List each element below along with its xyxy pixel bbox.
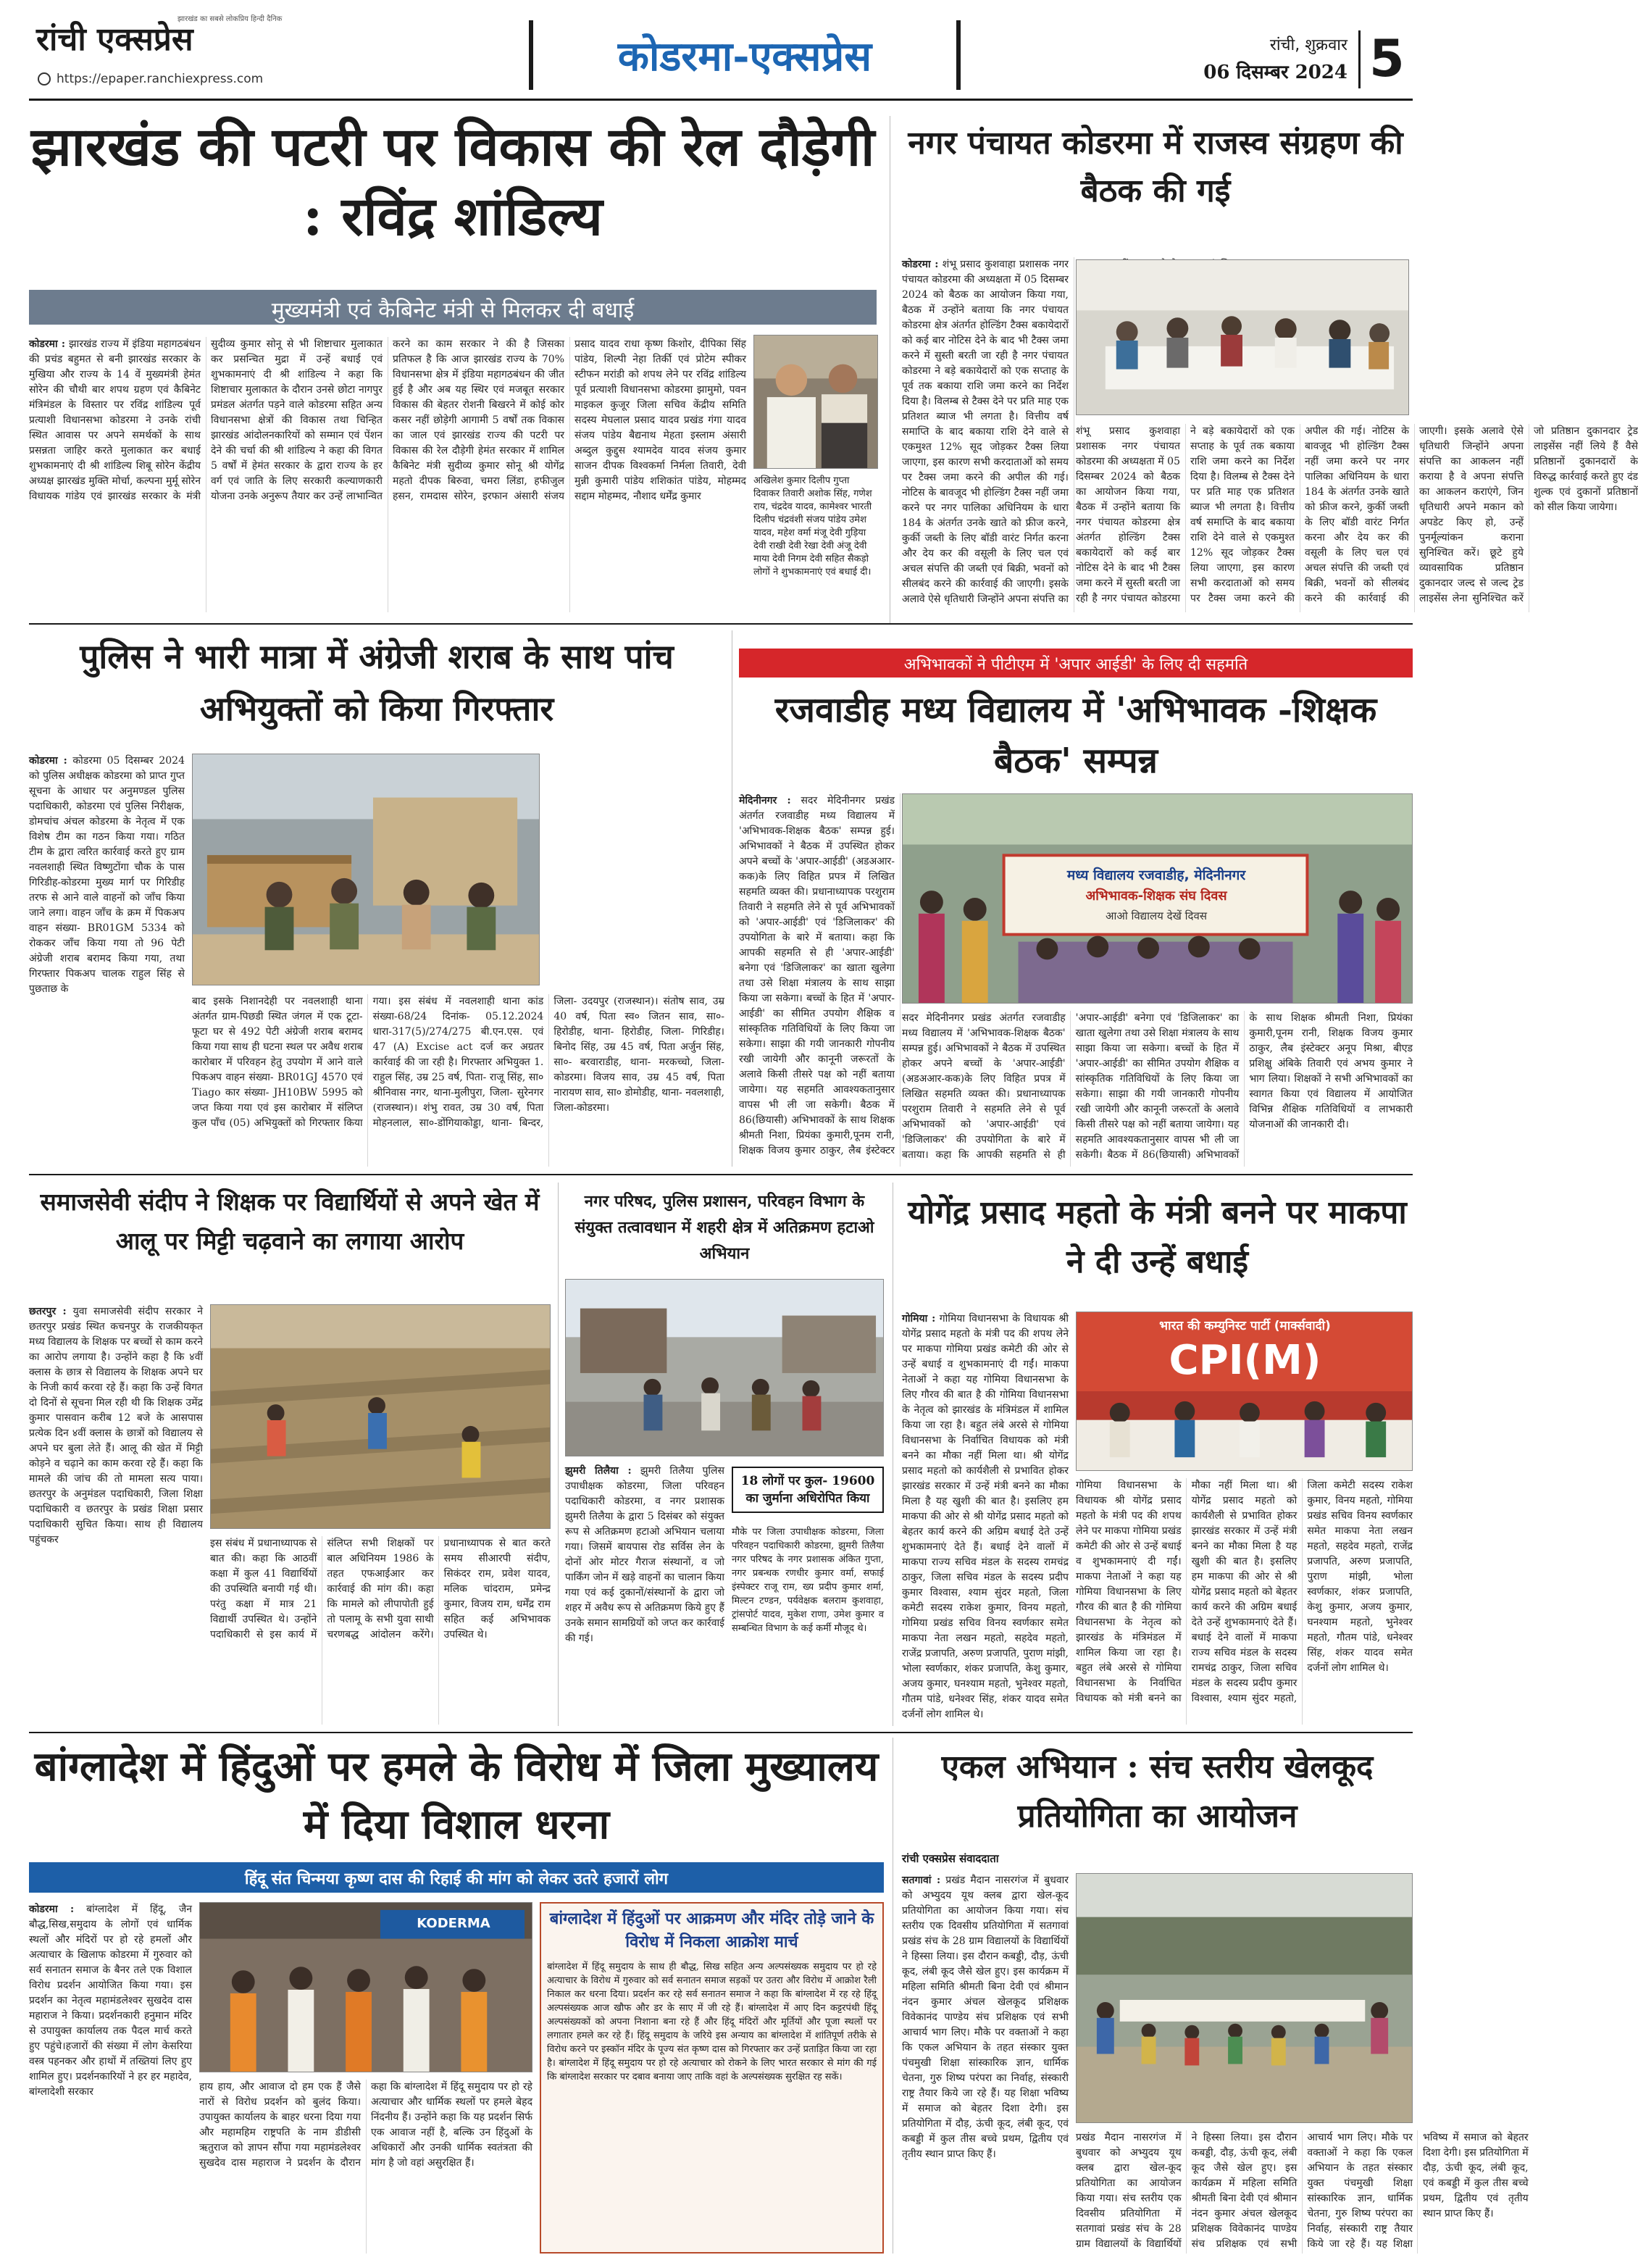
col-divider-low-1 <box>558 1183 559 1726</box>
story8-headline: बांग्लादेश में हिंदुओं पर हमले के विरोध में जिला मुख्यालय में दिया विशाल धरना <box>34 1743 879 1848</box>
story10-photo <box>1076 1873 1413 2123</box>
story5-body-right <box>210 1536 551 1725</box>
story8-body-mid <box>199 2080 532 2254</box>
story7-headline: योगेंद्र प्रसाद महतो के मंत्री बनने पर माकपा ने दी उन्हें बधाई <box>908 1194 1407 1280</box>
story4-headline: रजवाडीह मध्य विद्यालय में 'अभिभावक -शिक्षक बैठक' सम्पन्न <box>774 690 1377 781</box>
story5-headline: समाजसेवी संदीप ने शिक्षक पर विद्यार्थियों से अपने खेत में आलू पर मिट्टी चढ़वाने का लगाया आरोप <box>40 1188 540 1255</box>
story4-banner-line1: मध्य विद्यालय रजवाडीह, मेदिनीनगर <box>1066 867 1246 883</box>
story4-dateline: मेदिनीनगर : <box>739 795 791 806</box>
story2-body-b <box>1076 424 1638 612</box>
story7-banner-text: भारत की कम्युनिस्ट पार्टी (मार्क्सवादी) <box>1159 1319 1331 1333</box>
story7-body-b <box>1076 1478 1413 1725</box>
date-line: रांची, शुक्रवार <box>1269 36 1347 54</box>
story8-body-left <box>29 1902 192 2254</box>
story10-byline: रांची एक्सप्रेस संवाददाता <box>902 1852 999 1865</box>
story1-dateline: कोडरमा : <box>29 338 66 350</box>
story9-body-text: बांग्लादेश में हिंदू समुदाय के साथ ही बौद्ध, सिख सहित अन्य अल्पसंख्यक समुदाय पर हो रहे अत्याचार के विरोध में गुरुवार को सर्व सनातन समाज सड़कों पर उतरा और विरोध में आक्रोश रैली निकाल कर धरना दिया। प्रदर्शन कर रहे सर्व सनातन समाज ने कहा कि बांग्लादेश में रह रहे हिंदू अल्पसंख्यक आज खौफ और डर के साए में जी रहे हैं। बांग्लादेश में आए दिन कट्टरपंथी हिंदू अल्पसंख्यकों को अपना निशाना बना रहे हैं और हिंदू मंदिरों और मूर्तियों और पूजा स्थलों पर लगातार हमले कर रहे हैं। हिंदू समुदाय के जरिये इस अन्याय का बांग्लादेश में शांतिपूर्ण तरीके से विरोध करने पर इस्कॉन मंदिर के पूज्य संत कृष्ण दास को गिरफ्तार कर उन्हें प्रताड़ित किया जा रहा है। बांग्लादेश में हिंदू समुदाय पर हो रहे अत्याचार को रोकने के लिए भारत सरकार से मांग की गई कि बांग्लादेश सरकार पर दबाव बनाया जाए ताकि वहां के अल्पसंख्यक सुरक्षित रह सकें। <box>547 1961 877 2083</box>
story8-banner-text: KODERMA <box>417 1916 490 1931</box>
story8-dateline: कोडरमा : <box>29 1904 75 1915</box>
story2-dateline: कोडरमा : <box>902 259 939 270</box>
story9-body <box>547 1960 877 2246</box>
story6-headline: नगर परिषद, पुलिस प्रशासन, परिवहन विभाग के संयुक्त तत्वावधान में शहरी क्षेत्र में अतिक्रमण हटाओ अभियान <box>574 1192 874 1263</box>
story4-body-text-cont: सदर मेदिनीनगर प्रखंड अंतर्गत रजवाडीह मध्य विद्यालय में 'अभिभावक-शिक्षक बैठक' सम्पन्न हुई। अभिभावकों ने बैठक में उपस्थित होकर अपने बच्चों के 'अपार-आईडी' (अडअआर-कक)के लिए विहित प्रपत्र में लिखित सहमति व्यक्त की। प्रधानाध्यापक परशुराम तिवारी ने सहमति लेने से पूर्व अभिभावकों को 'अपार-आईडी' एवं 'डिजिलाकर' की उपयोगिता के बारे में बताया। कहा कि आपकी सहमति से ही 'अपार-आईडी' बनेगा एवं 'डिजिलाकर' का खाता खुलेगा तथा उसे शिक्षा मंत्रालय के साथ साझा किया जा सकेगा। बच्चों के हित में 'अपार-आईडी' का सीमित उपयोग शैक्षिक व सांस्कृतिक गतिविधियों के लिए किया जा सकेगा। साझा की गयी जानकारी गोपनीय रखी जायेगी और कानूनी जरूरतों के अलावे किसी तीसरे पक्ष को नहीं बताया जायेगा। यह सहमति आवश्यकतानुसार वापस भी ली जा सकेगी। बैठक में 86(छियासी) अभिभावकों के साथ शिक्षक श्रीमती निशा, प्रियंका कुमारी,पूनम रानी, शिक्षक विजय कुमार ठाकुर, लैब इंस्टेक्टर अनूप मिश्रा, बीएड प्रशिक्षु अंबिके तिवारी एवं अभय कुमार ने भाग लिया। शिक्षकों ने सभी अभिभावकों का स्वागत किया एवं विद्यालय में आयोजित विभिन्न शैक्षिक गतिविधियों व लाभकारी योजनाओं की जानकारी दी। <box>902 1012 1413 1161</box>
page-number: 5 <box>1369 29 1405 88</box>
story10-headline-text: एकल अभियान : संच स्तरीय खेलकूद प्रतियोगिता का आयोजन <box>941 1748 1374 1835</box>
story5-body-left-text: युवा समाजसेवी संदीप सरकार ने छतरपुर प्रखंड स्थित कचनपुर के राजकीयकृत मध्य विद्यालय के शिक्षक पर बच्चों से काम करने का आरोप लगाया है। उन्होंने कहा है कि ४वीं क्लास के छात्र से विद्यालय के शिक्षक अपने घर के निजी कार्य करवा रहे हैं। कहा कि उन्हें विगत दो दिनों से सूचना मिल रही थी कि शिक्षक उमेंद्र कुमार पासवान करीब 12 बजे के आसपास प्रत्येक दिन ४वीं क्लास के छात्रों को विद्यालय से अपने घर बुला लेते हैं। आलू की खेत में मिट्टी कोड़ने व चढ़ाने का काम करवा रहे हैं। कहा कि मामले की जांच की तो मामला सत्य पाया। छतरपुर के अनुमंडल पदाधिकारी, जिला शिक्षा पदाधिकारी व छतरपुर के प्रखंड शिक्षा प्रसार पदाधिकारी सुचित किया। साथ ही विद्यालय पहुंचकर <box>29 1306 203 1546</box>
story3-body-left-text: कोडरमा 05 दिसम्बर 2024 को पुलिस अधीक्षक कोडरमा को प्राप्त गुप्त सूचना के आधार पर अनुमण्डल पुलिस पदाधिकारी, कोडरमा एवं पुलिस निरीक्षक, डोमचांच अंचल कोडरमा के नेतृत्व में एक विशेष टीम का गठन किया गया। गठित टीम के द्वारा त्वरित कार्रवाई करते हुए ग्राम नवलशाही स्थित विष्णुटोंगा चौक के पास गिरिडीह-कोडरमा मुख्य मार्ग पर गिरिडीह तरफ से आने वाले वाहनों को जाँच किया जाने लगा। वाहन जाँच के क्रम में पिकअप वाहन संख्या- BR01GM 5334 को रोककर जाँच किया गया तो 96 पेटी अंग्रेजी शराब बरामद किया गया, तथा गिरफ्तार पिकअप चालक राहुल सिंह से पुछताछ के <box>29 755 185 995</box>
story6-body <box>565 1464 724 1725</box>
story6-pullquote: 18 लोगों पर कुल- 19600 का जुर्माना अधिरोपित किया <box>732 1467 884 1513</box>
story1-photo <box>753 335 878 469</box>
story10-body-text-cont: प्रखंड मैदान नासरगंज में बुधवार को अभ्युदय यूथ क्लब द्वारा खेल-कूद प्रतियोगिता का आयोजन किया गया। संच स्तरीय एक दिवसीय प्रतियोगिता में सतगावां प्रखंड संच के 28 ग्राम विद्यालयों के विद्यार्थियों ने हिस्सा लिया। इस दौरान कबड्डी, दौड़, ऊंची कूद, लंबी कूद जैसे खेल हुए। इस कार्यक्रम में महिला समिति श्रीमती बिना देवी एवं श्रीमान नंदन कुमार अंचल खेलकूद प्रशिक्षक विवेकानंद पाण्डेय संच प्रशिक्षक एवं सभी आचार्य भाग लिए। मौके पर वक्ताओं ने कहा कि एकल अभियान के तहत संस्कार युक्त पंचमुखी शिक्षा सांस्कारिक ज्ञान, धार्मिक चेतना, गुरु शिष्य परंपरा का निर्वाह, संस्कारी राष्ट्र तैयार किये जा रहे हैं। यह शिक्षा भविष्य में समाज को बेहतर दिशा देगी। इस प्रतियोगिता में दौड़, ऊंची कूद, लंबी कूद, एवं कबड्डी में कुल तीस बच्चे प्रथम, द्वितीय एवं तृतीय स्थान प्राप्त किए हैं। <box>1076 2132 1529 2250</box>
story1-headline: झारखंड की पटरी पर विकास की रेल दौड़ेगी : रविंद्र शांडिल्य <box>30 116 875 248</box>
site-url[interactable]: https://epaper.ranchiexpress.com <box>57 72 264 86</box>
story5-photo <box>210 1304 551 1529</box>
story1-photo-caption: अखिलेश कुमार दिलीप गुप्ता दिवाकर तिवारी अशोक सिंह, गणेश राय, चंद्रदेव यादव, कामेश्वर भारती दिलीप चंद्रवंशी संजय पांडेय उमेश यादव, महेश वर्मा मंजू देवी गुड़िया देवी राखी देवी रेखा देवी अंजू देवी माया देवी निगम देवी सहित सैकड़ो लोगों ने शुभकामनाएं एवं बधाई दी। <box>753 475 872 578</box>
story6-dateline: झुमरी तिलैया : <box>565 1465 632 1477</box>
story2-body-text: शंभू प्रसाद कुशवाहा प्रशासक नगर पंचायत कोडरमा की अध्यक्षता में 05 दिसम्बर 2024 को बैठक का आयोजन किया गया, बैठक में उन्होंने बताया कि नगर पंचायत कोडरमा क्षेत्र अंतर्गत होल्डिंग टैक्स बकायेदारों को कई बार नोटिस देने के बाद भी टैक्स जमा करने में सुस्ती बरती जा रही है नगर पंचायत कोडरमा ने बड़े बकायेदारों को एक सप्ताह के पूर्व तक बकाया राशि जमा करने का निर्देश दिया है। विलम्ब से टैक्स देने पर प्रति माह एक प्रतिशत ब्याज भी लगता है। वित्तीय वर्ष समाप्ति के बाद बकाया राशि देने वाले से एकमुश्त 12% सूद जोड़कर टैक्स लिया जाएगा, इस कारण सभी करदाताओं को समय पर टैक्स जमा करने की अपील की गई। नोटिस के बावजूद भी होल्डिंग टैक्स नहीं जमा करने पर नगर पालिका अधिनियम के धारा 184 के अंतर्गत उनके खाते को फ्रीज करने, कुर्की जब्ती के लिए बॉडी वारंट निर्गत करना और देय कर की वसूली के लिए चल एवं अचल संपत्ति की जब्ती एवं बिक्री, भवनों को सीलबंद करने की कार्रवाई की जाएगी। इसके अलावे ऐसे धृतिधारी जिन्होंने अपना संपत्ति का <box>902 259 1069 605</box>
page-divider <box>1358 30 1361 88</box>
rule-1 <box>29 623 1413 625</box>
story3-body-right-text: बाद इसके निशानदेही पर नवलशाही थाना अंतर्गत ग्राम-पिछडी स्थित जंगल में एक टूटा-फूटा घर से 492 पेटी अंग्रेजी शराब बरामद किया गया साथ ही घटना स्थल पर अवैध शराब कारोबार में परिवहन हेतु उपयोग में आने वाले पिकअप वाहन संख्या- BR01GJ 4570 एवं Tiago कार संख्या- JH10BW 5995 को जप्त किया गया एवं इस कारोबार में संलिप्त कुल पाँच (05) अभियुक्तों को गिरफ्तार किया गया। इस संबंध में नवलशाही थाना कांड संख्या-68/24 दिनांक- 05.12.2024 धारा-317(5)/274/275 बी.एन.एस. एवं 47 (A) Excise act दर्ज कर अग्रतर कार्रवाई की जा रही है। गिरफ्तार अभियुक्त 1. राहुल सिंह, उम्र 25 वर्ष, पिता- राजू सिंह, सा० श्रीनिवास नगर, थाना-मुलीपुरा, जिला- सुरेनगर (राजस्थान)। शंभु रावत, उम्र 30 वर्ष, पिता मोहनलाल, सा०-डोंगियाकोड्डा, थाना- बिन्दर, जिला- उदयपुर (राजस्थान)। संतोष साव, उम्र 40 वर्ष, पिता स्व० जितन साव, सा०- हिरोडीह, थाना- हिरोडीह, जिला- गिरिडीह। बिनोद सिंह, उम्र 45 वर्ष, पिता अर्जुन सिंह, सा०- बरवाराडीह, थाना- मरकच्चो, जिला-कोडरमा। विजय साव, उम्र 45 वर्ष, पिता नारायण साव, सा० डोमोडीह, थाना- नवलशाही, जिला-कोडरमा। <box>192 996 724 1129</box>
story8-subhead: हिंदू संत चिन्मया कृष्ण दास की रिहाई की मांग को लेकर उतरे हजारों लोग <box>244 1869 669 1888</box>
paper-name: रांची एक्सप्रेस <box>36 21 193 58</box>
story4-banner-line3: आओ विद्यालय देखें दिवस <box>1106 909 1207 922</box>
story4-body-b <box>902 1011 1413 1167</box>
story6-body2 <box>732 1525 884 1725</box>
story1-body-text: झारखंड राज्य में इंडिया महागठबंधन की प्रचंड बहुमत से बनी झारखंड सरकार के मुखिया और राज्य के 14 वें मुख्यमंत्री हेमंत सोरेन की चौथी बार शपथ ग्रहण एवं कैबिनेट मंत्रिमंडल के विस्तार पर रविंद्र शांडिल्य पूर्व प्रत्याशी विधानसभा कोडरमा ने उनके रांची स्थित आवास पर अपने समर्थकों के साथ प्रसन्नता जाहिर करते मुलाकात कर बधाई शुभकामनाएं दी श्री शांडिल्य शिबू सोरेन केंद्रीय अध्यक्ष झारखंड मुक्ति मोर्चा, कल्पना मुर्मू सोरेन विधायक गांडेय एवं झारखंड सरकार के मंत्री सुदीव्य कुमार सोनू से भी शिष्टाचार मुलाकात कर प्रसन्चित मुद्रा में उन्हें बधाई एवं शुभकामनाएं दी श्री शांडिल्य ने कहा कि शिष्टाचार मुलाकात के दौरान उनसे छोटा नागपुर प्रमंडल अंतर्गत पड़ने वाले कोडरमा सहित अन्य विधानसभा क्षेत्रों की विकास तथा चिन्हित झारखंड आंदोलनकारियों को सम्मान एवं पेंशन देने की चर्चा की श्री शांडिल्य ने कहा की विगत 5 वर्षों में हेमंत सरकार के द्वारा राज्य के हर वर्ग एवं जाति के लिए सरकारी कल्याणकारी योजना उनके अनुरूप तैयार कर उन्हें लाभान्वित करने का काम सरकार ने की है जिसका प्रतिफल है कि आज झारखंड राज्य के 70% विधानसभा क्षेत्र में इंडिया महागठबंधन की जीत हुई है और अब यह स्थिर एवं मजबूत सरकार विकास की बेहतर रोशनी बिखरने में कोई कोर कसर नहीं छोड़ेगी आगामी 5 वर्षों तक विकास का जाल एवं झारखंड राज्य की पटरी पर विकास की रेल दौड़ेगी हेमंत सरकार में शामिल कैबिनेट मंत्री सुदीव्य कुमार सोनू श्री योगेंद्र महतो दीपक बिरुवा, चमरा लिंडा, हफीजुल हसन, रामदास सोरेन, इरफान अंसारी संजय प्रसाद यादव राधा कृष्ण किशोर, दीपिका सिंह पांडेय, शिल्पी नेहा तिर्की एवं प्रोटेम स्पीकर स्टीफन मरांडी को शपथ लेने पर रविंद्र शांडिल्य पूर्व प्रत्याशी विधानसभा कोडरमा झामुमो, पवन माइकल कुजूर जिला सचिव केंद्रीय समिति सदस्य मेघलाल प्रसाद यादव प्रखंड गंगा यादव संजय पांडेय बैद्यनाथ मेहता इस्लाम अंसारी अब्दुल कुद्दुस श्यामदेव यादव संजय कुमार साजन दीपक विश्वकर्मा निर्मला तिवारी, देवी मुन्नी कुमारी पांडेय शशिकांत पांडेय, मोहम्मद सद्दाम मोहम्मद, नौशाद धर्मेंद्र कुमार <box>29 338 746 502</box>
rule-2 <box>29 1174 1413 1175</box>
story1-subhead: मुख्यमंत्री एवं कैबिनेट मंत्री से मिलकर दी बधाई <box>271 298 635 323</box>
story6-photo <box>565 1279 884 1456</box>
globe-icon <box>38 72 51 86</box>
story10-body-text: प्रखंड मैदान नासरगंज में बुधवार को अभ्युदय यूथ क्लब द्वारा खेल-कूद प्रतियोगिता का आयोजन किया गया। संच स्तरीय एक दिवसीय प्रतियोगिता में सतगावां प्रखंड संच के 28 ग्राम विद्यालयों के विद्यार्थियों ने हिस्सा लिया। इस दौरान कबड्डी, दौड़, ऊंची कूद, लंबी कूद जैसे खेल हुए। इस कार्यक्रम में महिला समिति श्रीमती बिना देवी एवं श्रीमान नंदन कुमार अंचल खेलकूद प्रशिक्षक विवेकानंद पाण्डेय संच प्रशिक्षक एवं सभी आचार्य भाग लिए। मौके पर वक्ताओं ने कहा कि एकल अभियान के तहत संस्कार युक्त पंचमुखी शिक्षा सांस्कारिक ज्ञान, धार्मिक चेतना, गुरु शिष्य परंपरा का निर्वाह, संस्कारी राष्ट्र तैयार किये जा रहे हैं। यह शिक्षा भविष्य में समाज को बेहतर दिशा देगी। इस प्रतियोगिता में दौड़, ऊंची कूद, लंबी कूद, एवं कबड्डी में कुल तीस बच्चे प्रथम, द्वितीय एवं तृतीय स्थान प्राप्त किए हैं। <box>902 1875 1069 2160</box>
story8-photo <box>199 1902 532 2072</box>
story3-photo <box>192 754 540 985</box>
story4-body-a <box>739 793 895 1167</box>
story7-body-text: गोमिया विधानसभा के विधायक श्री योगेंद्र प्रसाद महतो के मंत्री पद की शपथ लेने पर माकपा गोमिया प्रखंड कमेटी की ओर से उन्हें बधाई व शुभकामनाएं दी गईं। माकपा नेताओं ने कहा यह गोमिया विधानसभा के लिए गौरव की बात है की गोमिया विधानसभा के नेतृत्व को झारखंड के मंत्रिमंडल में शामिल किया जा रहा है। बहुत लंबे अरसे से गोमिया विधानसभा के निर्वाचित विधायक को मंत्री बनने का मौका नहीं मिला था। श्री योगेंद्र प्रसाद महतो को कार्यशैली से प्रभावित होकर झारखंड सरकार में उन्हें मंत्री बनने का मौका मिला है यह खुशी की बात है। इसलिए हम माकपा की ओर से श्री योगेंद्र प्रसाद महतो को बेहतर कार्य करने की अग्रिम बधाई देते उन्हें शुभकामनाएं देते हैं। बधाई देने वालों में माकपा राज्य सचिव मंडल के सदस्य रामचंद्र ठाकुर, जिला सचिव मंडल के सदस्य प्रदीप कुमार विश्वास, श्याम सुंदर महतो, जिला कमेटी सदस्य राकेश कुमार, विनय महतो, गोमिया प्रखंड सचिव विनय स्वर्णकार समेत माकपा नेता लखन महतो, सहदेव महतो, राजेंद्र प्रजापति, अरुण प्रजापति, पुराण मांझी, भोला स्वर्णकार, शंकर प्रजापति, केशु कुमार, अजय कुमार, घनश्याम महतो, भुनेश्वर महतो, गौतम पांडे, धनेश्वर सिंह, शंकर यादव समेत दर्जनों लोग शामिल थे। <box>902 1313 1069 1720</box>
story2-headline: नगर पंचायत कोडरमा में राजस्व संग्रहण की बैठक की गई <box>908 125 1403 209</box>
story3-dateline: कोडरमा : <box>29 755 67 767</box>
issue-date: 06 दिसम्बर 2024 <box>1203 62 1347 83</box>
story8-body-mid-text: हाय हाय, और आवाज दो हम एक हैं जैसे नारों से विरोध प्रदर्शन को बुलंद किया। उपायुक्त कार्यालय के बाहर धरना दिया गया और महामहिम राष्ट्रपति के नाम डीडीसी ऋतुराज को ज्ञापन सौंपा गया महामंडलेश्वर सुखदेव दास महाराज ने प्रदर्शन के दौरान कहा कि बांग्लादेश में हिंदू समुदाय पर हो रहे अत्याचार और धार्मिक स्थलों पर हमले बेहद निंदनीय हैं। उन्होंने कहा कि यह प्रदर्शन सिर्फ एक आवाज नहीं है, बल्कि उन हिंदुओं के अधिकारों और उनकी धार्मिक स्वतंत्रता की मांग है जो वहां असुरक्षित हैं। <box>199 2081 532 2169</box>
masthead <box>0 0 1439 101</box>
story3-headline: पुलिस ने भारी मात्रा में अंग्रेजी शराब के साथ पांच अभियुक्तों को किया गिरफ्तार <box>80 637 674 728</box>
story10-body-a <box>902 1873 1069 2254</box>
story6-body2-text: मौके पर जिला उपाधीक्षक कोडरमा, जिला परिवहन पदाधिकारी कोडरमा, झुमरी तिलैया नगर परिषद के नगर प्रशासक अंकित गुप्ता, नगर प्रबन्धक रणधीर कुमार वर्मा, सफाई इंस्पेक्टर राजू राम, ख्य प्रदीप कुमार शर्मा, मिल्टन टण्डन, पर्यवेक्षक बलराम कुशवाहा, ट्रांसपोर्ट यादव, मुकेश राणा, उमेश कुमार व सम्बन्धित विभाग के कई कर्मी मौजूद थे। <box>732 1527 884 1634</box>
story5-body-right-text: इस संबंध में प्रधानाध्यापक से बात की। कहा कि आठवीं कक्षा में कुल 41 विद्यार्थियों की उपस्थिति बनायी गई थी। परंतु कक्षा में मात्र 21 विद्यार्थी उपस्थित थे। उन्होंने पदाधिकारी से इस कार्य में संलिप्त सभी शिक्षकों पर बाल अधिनियम 1986 के तहत एफआईआर कर कार्रवाई की मांग की। कहा कि मामले को लीपापोती हुई तो पलामू के सभी युवा साथी चरणबद्ध आंदोलन करेंगे।प्रधानाध्यापक से बात करते समय सीआरपी संदीप, सिकंदर राम, प्रवेश यादव, मलिक चांदराम, प्रमेन्द्र कुमार, विजय राम, धर्मेंद्र राम सहित कई अभिभावक उपस्थित थे। <box>210 1538 551 1640</box>
story10-body-b <box>1076 2130 1529 2254</box>
story1-body <box>29 337 746 612</box>
section-title: कोडरमा-एक्सप्रेस <box>617 33 872 80</box>
story8-body-left-text: बांग्लादेश में हिंदू, जैन बौद्ध,सिख,समुदाय के लोगों एवं धार्मिक स्थलों और मंदिरों पर हो रहे हमलों और अत्याचार के खिलाफ कोडरमा में गुरुवार को सर्व सनातन समाज के बैनर तले एक विशाल विरोध प्रदर्शन आयोजित किया गया। इस प्रदर्शन का नेतृत्व महामंडलेश्वर सुखदेव दास महाराज ने किया। प्रदर्शनकारी हनुमान मंदिर से उपायुक्त कार्यालय तक पैदल मार्च करते हुए पहुंचे।हजारों की संख्या में लोग केसरिया वस्त्र पहनकर और हाथों में तख्तियां लिए हुए शामिल हुए। प्रदर्शनकारियों ने हर हर महादेव, बांग्लादेशी सरकार <box>29 1904 193 2098</box>
rule-3 <box>29 1732 1413 1733</box>
story3-body-left <box>29 754 185 1167</box>
story3-body-right <box>192 994 724 1167</box>
story2-body-a <box>902 257 1069 612</box>
story7-banner-big: CPI(M) <box>1169 1337 1321 1384</box>
story5-dateline: छतरपुर : <box>29 1306 67 1317</box>
story2-photo <box>1076 259 1409 415</box>
story2-body-text-cont: शंभू प्रसाद कुशवाहा प्रशासक नगर पंचायत कोडरमा की अध्यक्षता में 05 दिसम्बर 2024 को बैठक का आयोजन किया गया, बैठक में उन्होंने बताया कि नगर पंचायत कोडरमा क्षेत्र अंतर्गत होल्डिंग टैक्स बकायेदारों को कई बार नोटिस देने के बाद भी टैक्स जमा करने में सुस्ती बरती जा रही है नगर पंचायत कोडरमा ने बड़े बकायेदारों को एक सप्ताह के पूर्व तक बकाया राशि जमा करने का निर्देश दिया है। विलम्ब से टैक्स देने पर प्रति माह एक प्रतिशत ब्याज भी लगता है। वित्तीय वर्ष समाप्ति के बाद बकाया राशि देने वाले से एकमुश्त 12% सूद जोड़कर टैक्स लिया जाएगा, इस कारण सभी करदाताओं को समय पर टैक्स जमा करने की अपील की गई। नोटिस के बावजूद भी होल्डिंग टैक्स नहीं जमा करने पर नगर पालिका अधिनियम के धारा 184 के अंतर्गत उनके खाते को फ्रीज करने, कुर्की जब्ती के लिए बॉडी वारंट निर्गत करना और देय कर की वसूली के लिए चल एवं अचल संपत्ति की जब्ती एवं बिक्री, भवनों को सीलबंद करने की कार्रवाई की जाएगी। इसके अलावे ऐसे धृतिधारी जिन्होंने अपना संपत्ति का आकलन नहीं कराया है वे अपना संपत्ति का आकलन कराएंगे, जिन धृतिधारी अपने मकान को अपडेट किए हो, उन्हें पुनर्मूल्यांकन कराना सुनिश्चित करें। छूटे हुये व्यावसायिक प्रतिष्ठान दुकानदार जल्द से जल्द ट्रेड लाइसेंस लेना सुनिश्चित करें जो प्रतिष्ठान दुकानदार ट्रेड लाइसेंस नहीं लिये हैं वैसे प्रतिष्ठानों दुकानदारों के विरुद्ध कार्रवाई करते हुए दंड शुल्क एवं दुकानों प्रतिष्ठानों को सील किया जायेगा। <box>1076 425 1638 604</box>
story10-headline <box>902 1743 1413 1841</box>
story7-dateline: गोमिया : <box>902 1313 936 1325</box>
paper-tagline: झारखंड का सबसे लोकप्रिय हिन्दी दैनिक <box>177 15 283 23</box>
story7-body-text-cont: गोमिया विधानसभा के विधायक श्री योगेंद्र प्रसाद महतो के मंत्री पद की शपथ लेने पर माकपा गोमिया प्रखंड कमेटी की ओर से उन्हें बधाई व शुभकामनाएं दी गईं। माकपा नेताओं ने कहा यह गोमिया विधानसभा के लिए गौरव की बात है की गोमिया विधानसभा के नेतृत्व को झारखंड के मंत्रिमंडल में शामिल किया जा रहा है। बहुत लंबे अरसे से गोमिया विधानसभा के निर्वाचित विधायक को मंत्री बनने का मौका नहीं मिला था। श्री योगेंद्र प्रसाद महतो को कार्यशैली से प्रभावित होकर झारखंड सरकार में उन्हें मंत्री बनने का मौका मिला है यह खुशी की बात है। इसलिए हम माकपा की ओर से श्री योगेंद्र प्रसाद महतो को बेहतर कार्य करने की अग्रिम बधाई देते उन्हें शुभकामनाएं देते हैं। बधाई देने वालों में माकपा राज्य सचिव मंडल के सदस्य रामचंद्र ठाकुर, जिला सचिव मंडल के सदस्य प्रदीप कुमार विश्वास, श्याम सुंदर महतो, जिला कमेटी सदस्य राकेश कुमार, विनय महतो, गोमिया प्रखंड सचिव विनय स्वर्णकार समेत माकपा नेता लखन महतो, सहदेव महतो, राजेंद्र प्रजापति, अरुण प्रजापति, पुराण मांझी, भोला स्वर्णकार, शंकर प्रजापति, केशु कुमार, अजय कुमार, घनश्याम महतो, भुनेश्वर महतो, गौतम पांडे, धनेश्वर सिंह, शंकर यादव समेत दर्जनों लोग शामिल थे। <box>1076 1480 1413 1704</box>
story4-banner-line2: अभिभावक-शिक्षक संघ दिवस <box>1085 888 1227 904</box>
story7-body-a <box>902 1312 1069 1725</box>
story5-body-left <box>29 1304 203 1725</box>
story4-kicker: अभिभावकों ने पीटीएम में 'अपार आईडी' के लिए दी सहमति <box>903 656 1248 674</box>
story7-photo <box>1076 1312 1413 1471</box>
story4-photo <box>902 793 1413 1004</box>
story6-body-text: झुमरी तिलैया पुलिस उपाधीक्षक कोडरमा, जिला परिवहन पदाधिकारी कोडरमा, व नगर प्रशासक झुमरी तिलैया के द्वारा 5 दिसंबर को संयुक्त रूप से अतिक्रमण हटाओ अभियान चलाया गया। जिसमें बायपास रोड सर्विस लेन के दोनों ओर मोटर गैराज संस्थानों, व जो पार्किंग जोन में खड़े वाहनों का चालान किया गया एवं कई दुकानों/संस्थानों के द्वारा जो शहर में अवैध रूप से अतिक्रमण किये हुए हैं उनके समान सामग्रियों को जप्त कर कार्रवाई की गई। <box>565 1465 724 1644</box>
story10-dateline: सतगावां : <box>902 1875 941 1886</box>
story9-headline: बांग्लादेश में हिंदुओं पर आक्रमण और मंदिर तोड़े जाने के विरोध में निकला आक्रोश मार्च <box>549 1909 874 1951</box>
masthead-rule <box>29 99 1413 101</box>
story4-body-text: सदर मेदिनीनगर प्रखंड अंतर्गत रजवाडीह मध्य विद्यालय में 'अभिभावक-शिक्षक बैठक' सम्पन्न हुई। अभिभावकों ने बैठक में उपस्थित होकर अपने बच्चों के 'अपार-आईडी' (अडअआर-कक)के लिए विहित प्रपत्र में लिखित सहमति व्यक्त की। प्रधानाध्यापक परशुराम तिवारी ने सहमति लेने से पूर्व अभिभावकों को 'अपार-आईडी' एवं 'डिजिलाकर' की उपयोगिता के बारे में बताया। कहा कि आपकी सहमति से ही 'अपार-आईडी' बनेगा एवं 'डिजिलाकर' का खाता खुलेगा तथा उसे शिक्षा मंत्रालय के साथ साझा किया जा सकेगा। बच्चों के हित में 'अपार-आईडी' का सीमित उपयोग शैक्षिक व सांस्कृतिक गतिविधियों के लिए किया जा सकेगा। साझा की गयी जानकारी गोपनीय रखी जायेगी और कानूनी जरूरतों के अलावे किसी तीसरे पक्ष को नहीं बताया जायेगा। यह सहमति आवश्यकतानुसार वापस भी ली जा सकेगी। बैठक में 86(छियासी) अभिभावकों के साथ शिक्षक श्रीमती निशा, प्रियंका कुमारी,पूनम रानी, शिक्षक विजय कुमार ठाकुर, लैब इंस्टेक्टर <box>739 795 895 1156</box>
